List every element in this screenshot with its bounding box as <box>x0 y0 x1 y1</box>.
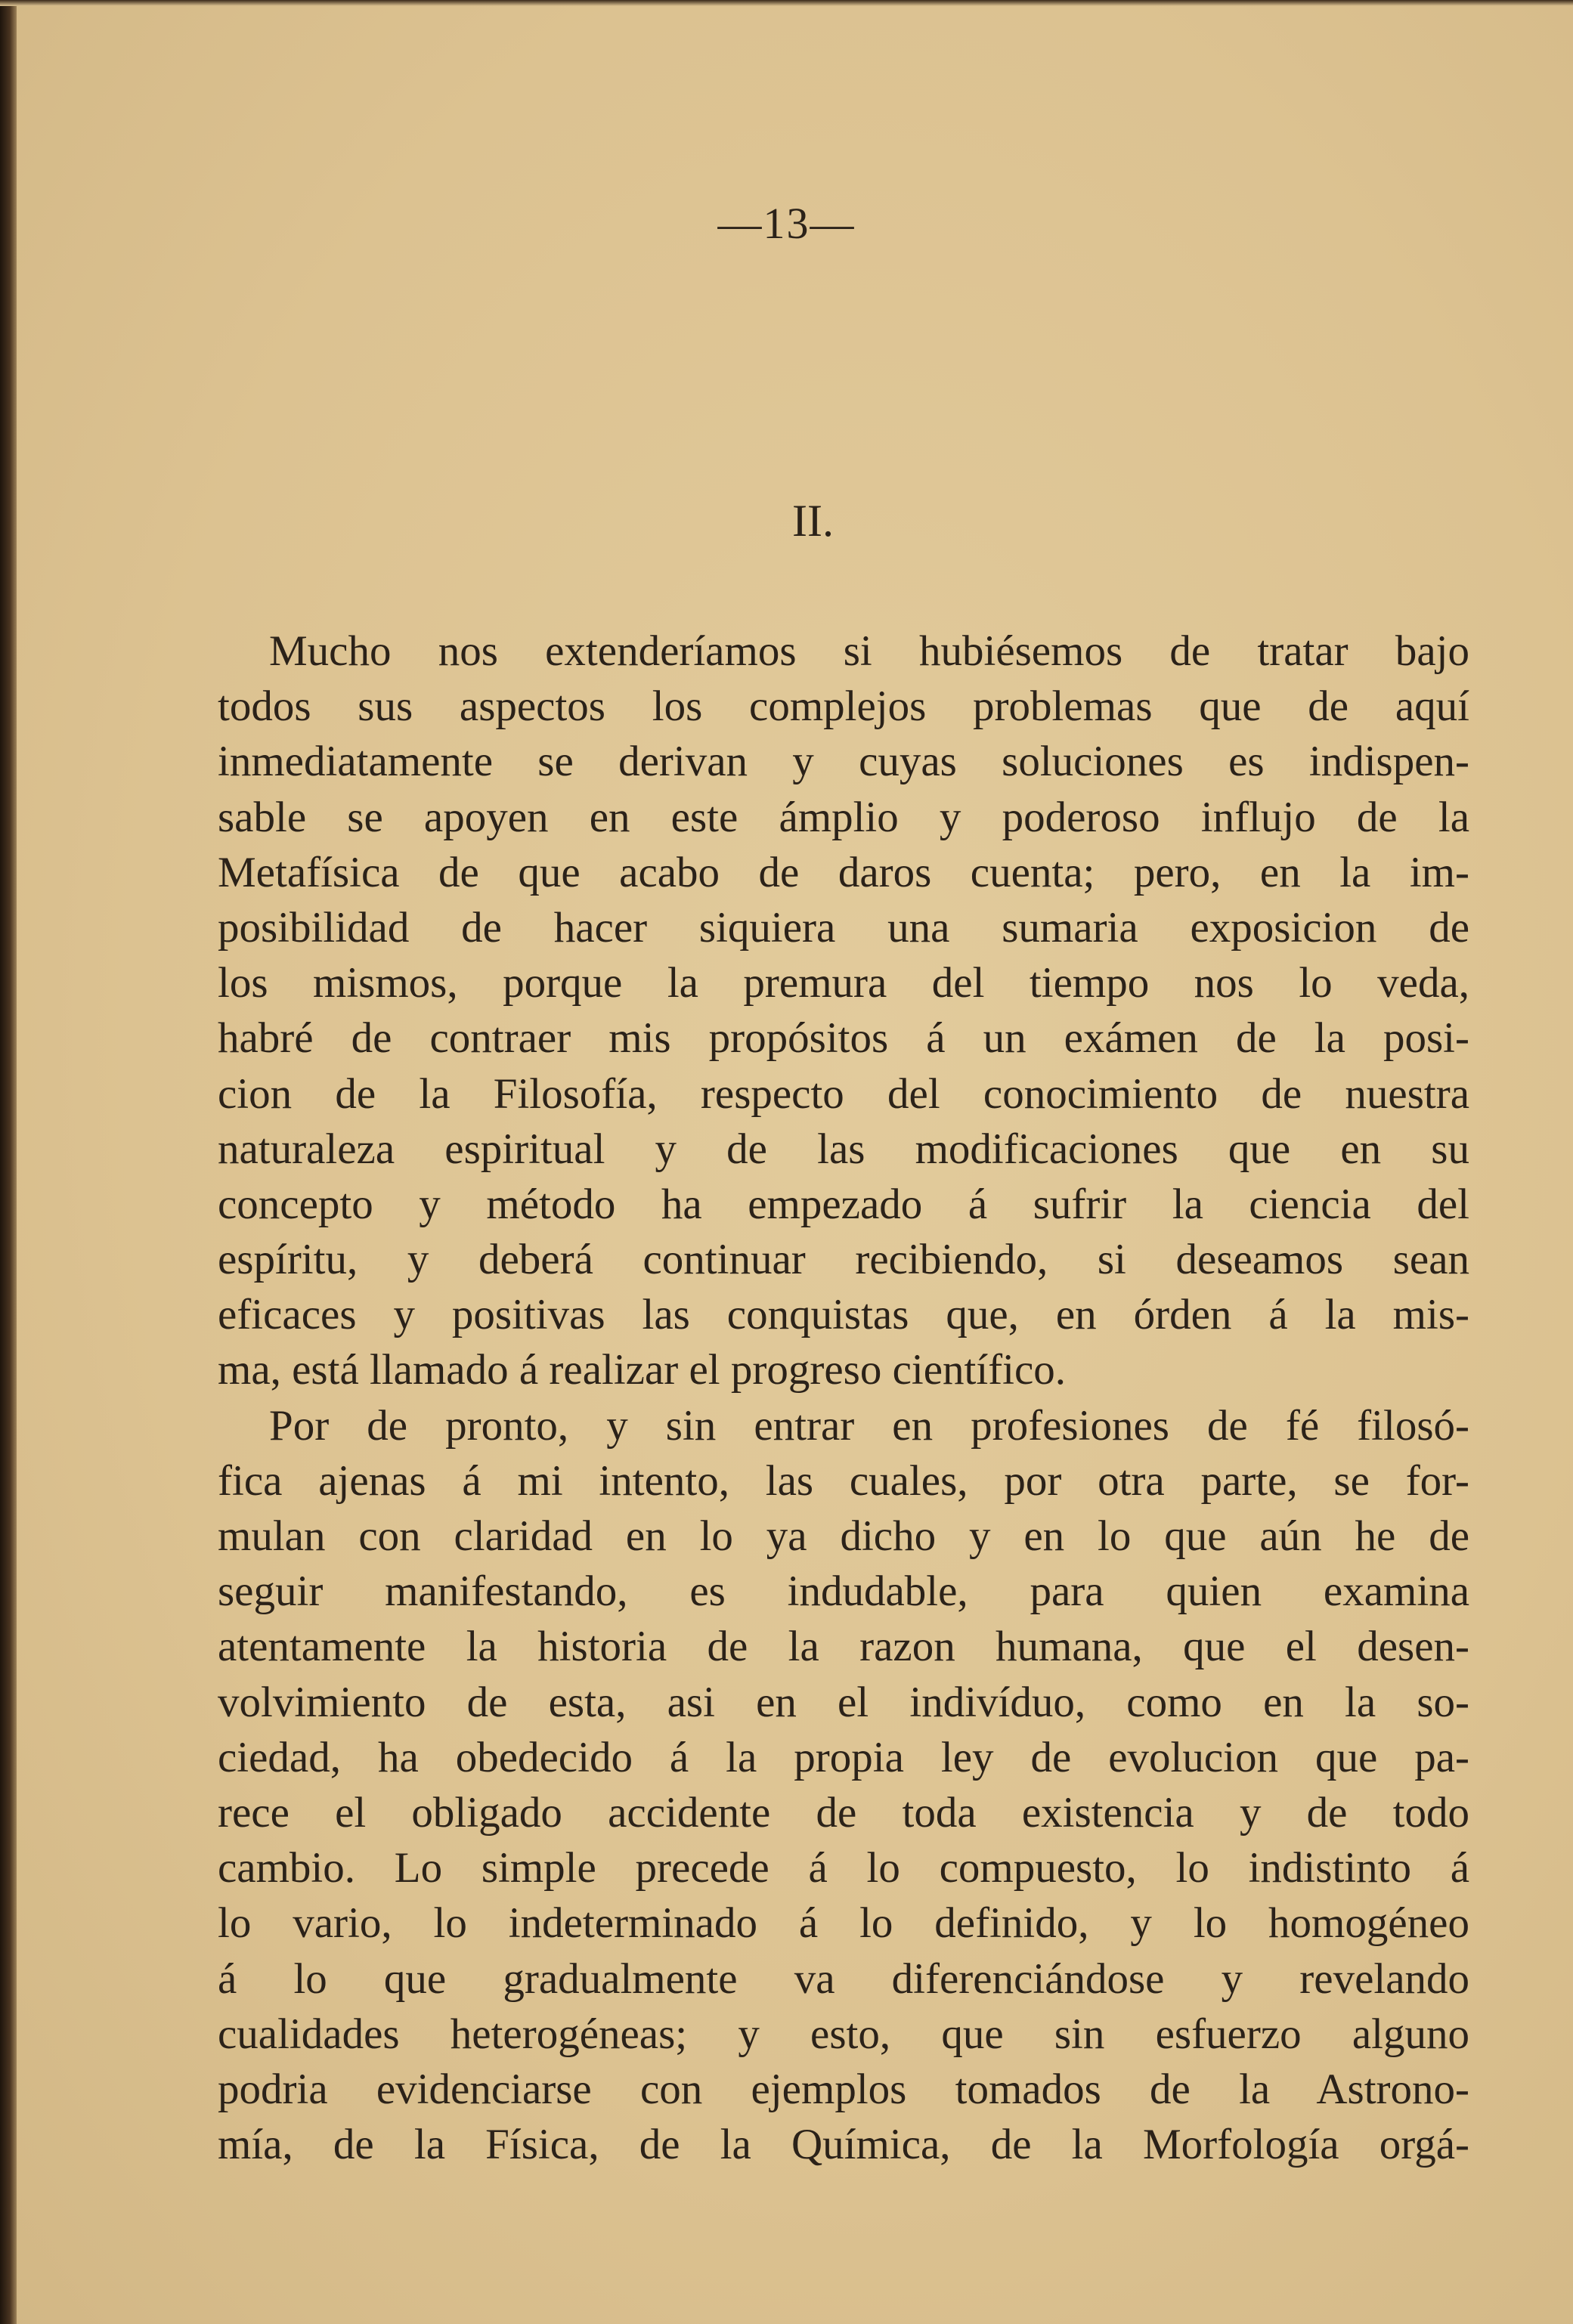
paragraph <box>218 1398 1469 2173</box>
text-line: cambio. Lo simple precede á lo compuesto, lo indistinto á <box>218 1844 1469 1892</box>
chapter-heading: II. <box>792 496 834 546</box>
text-line: los mismos, porque la premura del tiempo nos lo veda, <box>218 959 1469 1007</box>
text-line: Por de pronto, y sin entrar en profesiones de fé filosó- <box>269 1401 1469 1450</box>
text-line: espíritu, y deberá continuar recibiendo, si deseamos sean <box>218 1236 1469 1284</box>
text-line: todos sus aspectos los complejos problemas que de aquí <box>218 682 1469 731</box>
text-line: volvimiento de esta, asi en el indivíduo, como en la so- <box>218 1678 1469 1726</box>
paragraph <box>218 624 1469 1398</box>
book-binding-edge <box>0 0 17 2324</box>
text-line: á lo que gradualmente va diferenciándose y revelando <box>218 1954 1469 2003</box>
text-line: seguir manifestando, es indudable, para quien examina <box>218 1567 1469 1616</box>
page-top-shadow <box>0 0 1573 6</box>
text-line: eficaces y positivas las conquistas que, en órden á la mis- <box>218 1291 1469 1339</box>
text-line: atentamente la historia de la razon humana, que el desen- <box>218 1623 1469 1671</box>
page-number: —13— <box>717 199 856 248</box>
text-line: mulan con claridad en lo ya dicho y en lo que aún he de <box>218 1512 1469 1560</box>
text-line: inmediatamente se derivan y cuyas soluciones es indispen- <box>218 738 1469 786</box>
text-line: sable se apoyen en este ámplio y poderoso influjo de la <box>218 793 1469 841</box>
text-line: mía, de la Física, de la Química, de la Morfología orgá- <box>218 2121 1469 2169</box>
text-line: ciedad, ha obedecido á la propia ley de evolucion que pa- <box>218 1733 1469 1781</box>
body-text <box>218 624 1469 2172</box>
text-line: rece el obligado accidente de toda existencia y de todo <box>218 1788 1469 1837</box>
text-line: naturaleza espiritual y de las modificaciones que en su <box>218 1125 1469 1173</box>
text-line: posibilidad de hacer siquiera una sumaria exposicion de <box>218 903 1469 952</box>
text-line: ma, está llamado á realizar el progreso científico. <box>218 1346 1067 1394</box>
text-line: cion de la Filosofía, respecto del conocimiento de nuestra <box>218 1069 1469 1118</box>
text-line: lo vario, lo indeterminado á lo definido, y lo homogéneo <box>218 1899 1469 1948</box>
text-line: fica ajenas á mi intento, las cuales, por otra parte, se for- <box>218 1456 1469 1505</box>
text-line: cualidades heterogéneas; y esto, que sin esfuerzo alguno <box>218 2010 1469 2058</box>
text-line: Metafísica de que acabo de daros cuenta; pero, en la im- <box>218 848 1469 896</box>
text-line: Mucho nos extenderíamos si hubiésemos de tratar bajo <box>269 627 1469 675</box>
text-line: podria evidenciarse con ejemplos tomados de la Astrono- <box>218 2065 1469 2113</box>
text-line: habré de contraer mis propósitos á un exámen de la posi- <box>218 1014 1469 1063</box>
text-line: concepto y método ha empezado á sufrir la ciencia del <box>218 1180 1469 1228</box>
